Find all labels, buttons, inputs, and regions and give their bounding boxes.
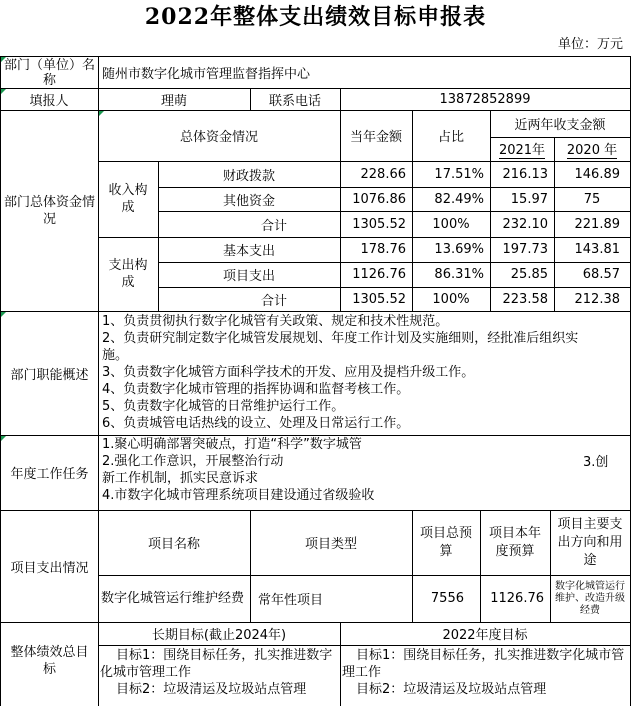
income-row-current: 228.66 bbox=[360, 166, 406, 182]
goals-year-text bbox=[340, 647, 630, 706]
income-row-2020: 75 bbox=[583, 191, 601, 207]
phone-label: 联系电话 bbox=[268, 93, 321, 109]
income-total-ratio: 100% bbox=[432, 216, 470, 232]
expense-row-2021: 25.85 bbox=[510, 267, 548, 282]
expense-total-name: 合计 bbox=[260, 293, 287, 309]
expense-row-2021: 197.73 bbox=[502, 242, 548, 257]
project-row-direction: 数字化城管运行维护、改造升级经费 bbox=[555, 580, 625, 616]
duties-text bbox=[99, 313, 629, 434]
income-total-2020: 221.89 bbox=[574, 216, 620, 232]
expense-row-current: 178.76 bbox=[360, 242, 406, 257]
dept-value: 随州市数字化城市管理监督指挥中心 bbox=[102, 66, 311, 82]
task-fragment: 3.创 bbox=[583, 455, 609, 470]
project-current-header: 项目本年度预算 bbox=[488, 525, 541, 559]
goals-long-text bbox=[98, 647, 340, 706]
duty-line: 施。 bbox=[102, 348, 129, 363]
funds-current-header: 当年金额 bbox=[349, 130, 402, 145]
project-direction-header: 项目主要支出方向和用途 bbox=[557, 516, 623, 568]
grid-line bbox=[98, 645, 631, 646]
expense-row-2020: 143.81 bbox=[574, 242, 620, 257]
goals-label: 整体绩效总目标 bbox=[10, 645, 89, 677]
expense-row-ratio: 13.69% bbox=[434, 242, 484, 257]
project-total-header: 项目总预算 bbox=[419, 525, 472, 559]
duties-label: 部门职能概述 bbox=[10, 367, 89, 383]
project-row-total: 7556 bbox=[430, 591, 464, 606]
project-row-name: 数字化城管运行维护经费 bbox=[101, 590, 245, 606]
expense-total-current: 1305.52 bbox=[352, 291, 406, 307]
expense-row-ratio: 86.31% bbox=[434, 267, 484, 282]
task-line: 新工作机制，抓实民意诉求 bbox=[102, 471, 259, 486]
filler-label: 填报人 bbox=[29, 93, 69, 109]
duty-line: 3、负责数字化城管方面科学技术的开发、应用及提档升级工作。 bbox=[102, 365, 475, 380]
long-goal-line: 目标2：垃圾清运及垃圾站点管理 bbox=[116, 682, 307, 697]
income-row-ratio: 82.49% bbox=[434, 191, 484, 207]
goals-long-header: 长期目标(截止2024年) bbox=[151, 628, 287, 643]
project-type-header: 项目类型 bbox=[304, 537, 357, 552]
goals-year-header: 2022年度目标 bbox=[442, 628, 528, 643]
duty-line: 1、负责贯彻执行数字化城管有关政策、规定和技术性规范。 bbox=[102, 314, 449, 329]
year-goal-line: 目标2：垃圾清运及垃圾站点管理 bbox=[356, 682, 547, 697]
filler-name: 理萌 bbox=[160, 93, 187, 109]
duty-line: 2、负责研究制定数字化城管发展规划、年度工作计划及实施细则，经批准后组织实 bbox=[102, 331, 579, 346]
expense-row-name: 项目支出 bbox=[222, 269, 275, 284]
funds-2021-header-text: 2021年 bbox=[499, 139, 545, 159]
income-label: 收入构成 bbox=[108, 183, 148, 215]
projects-label: 项目支出情况 bbox=[10, 560, 89, 576]
long-goal-line: 目标1：围绕目标任务，扎实推进数字化城市管理工作 bbox=[100, 648, 333, 680]
dept-label: 部门（单位）名称 bbox=[3, 58, 95, 88]
expense-row-name: 基本支出 bbox=[222, 244, 275, 259]
project-row-type: 常年性项目 bbox=[258, 593, 324, 608]
funds-2020-header-text: 2020 年 bbox=[567, 139, 617, 159]
funds-recent-header: 近两年收支金额 bbox=[514, 118, 606, 133]
project-row-current: 1126.76 bbox=[490, 591, 544, 606]
income-total-name: 合计 bbox=[260, 218, 287, 234]
funds-ratio-header: 占比 bbox=[437, 130, 464, 145]
expense-total-2020: 212.38 bbox=[574, 291, 620, 307]
page-title: 2022年整体支出绩效目标申报表 bbox=[144, 4, 487, 30]
expense-total-ratio: 100% bbox=[432, 291, 470, 307]
project-name-header: 项目名称 bbox=[147, 537, 200, 552]
income-row-current: 1076.86 bbox=[352, 191, 406, 207]
grid-line bbox=[0, 56, 1, 706]
income-row-2020: 146.89 bbox=[574, 166, 620, 182]
funds-2020-header bbox=[554, 137, 630, 161]
tasks-label: 年度工作任务 bbox=[10, 467, 89, 482]
expense-row-current: 1126.76 bbox=[352, 267, 406, 282]
unit-label: 单位：万元 bbox=[557, 37, 623, 52]
funds-2021-header bbox=[490, 137, 554, 161]
income-row-2021: 15.97 bbox=[510, 191, 548, 207]
income-row-name: 财政拨款 bbox=[222, 168, 275, 184]
income-row-ratio: 17.51% bbox=[434, 166, 484, 182]
funds-overall-header: 总体资金情况 bbox=[179, 130, 258, 145]
expense-row-2020: 68.57 bbox=[582, 267, 620, 282]
duty-line: 4、负责数字化城市管理的指挥协调和监督考核工作。 bbox=[102, 382, 410, 397]
funds-section-label: 部门总体资金情况 bbox=[3, 194, 95, 227]
expense-label: 支出构成 bbox=[108, 258, 148, 290]
year-goal-line: 目标1：围绕目标任务，扎实推进数字化城市管理工作 bbox=[342, 648, 625, 680]
income-row-2021: 216.13 bbox=[502, 166, 548, 182]
duty-line: 5、负责数字化城管的日常维护运行工作。 bbox=[102, 399, 345, 414]
task-line: 1.聚心明确部署突破点，打造“科学”数字城管 bbox=[102, 437, 362, 452]
expense-total-2021: 223.58 bbox=[502, 291, 548, 307]
income-total-2021: 232.10 bbox=[502, 216, 548, 232]
duty-line: 6、负责城管电话热线的设立、处理及日常运行工作。 bbox=[102, 416, 410, 431]
tasks-text bbox=[99, 436, 579, 509]
income-total-current: 1305.52 bbox=[352, 216, 406, 232]
task-line: 4.市数字化城市管理系统项目建设通过省级验收 bbox=[102, 488, 375, 503]
income-row-name: 其他资金 bbox=[222, 193, 275, 209]
task-line: 2.强化工作意识，开展整治行动 bbox=[102, 454, 284, 469]
phone-value: 13872852899 bbox=[439, 91, 531, 107]
